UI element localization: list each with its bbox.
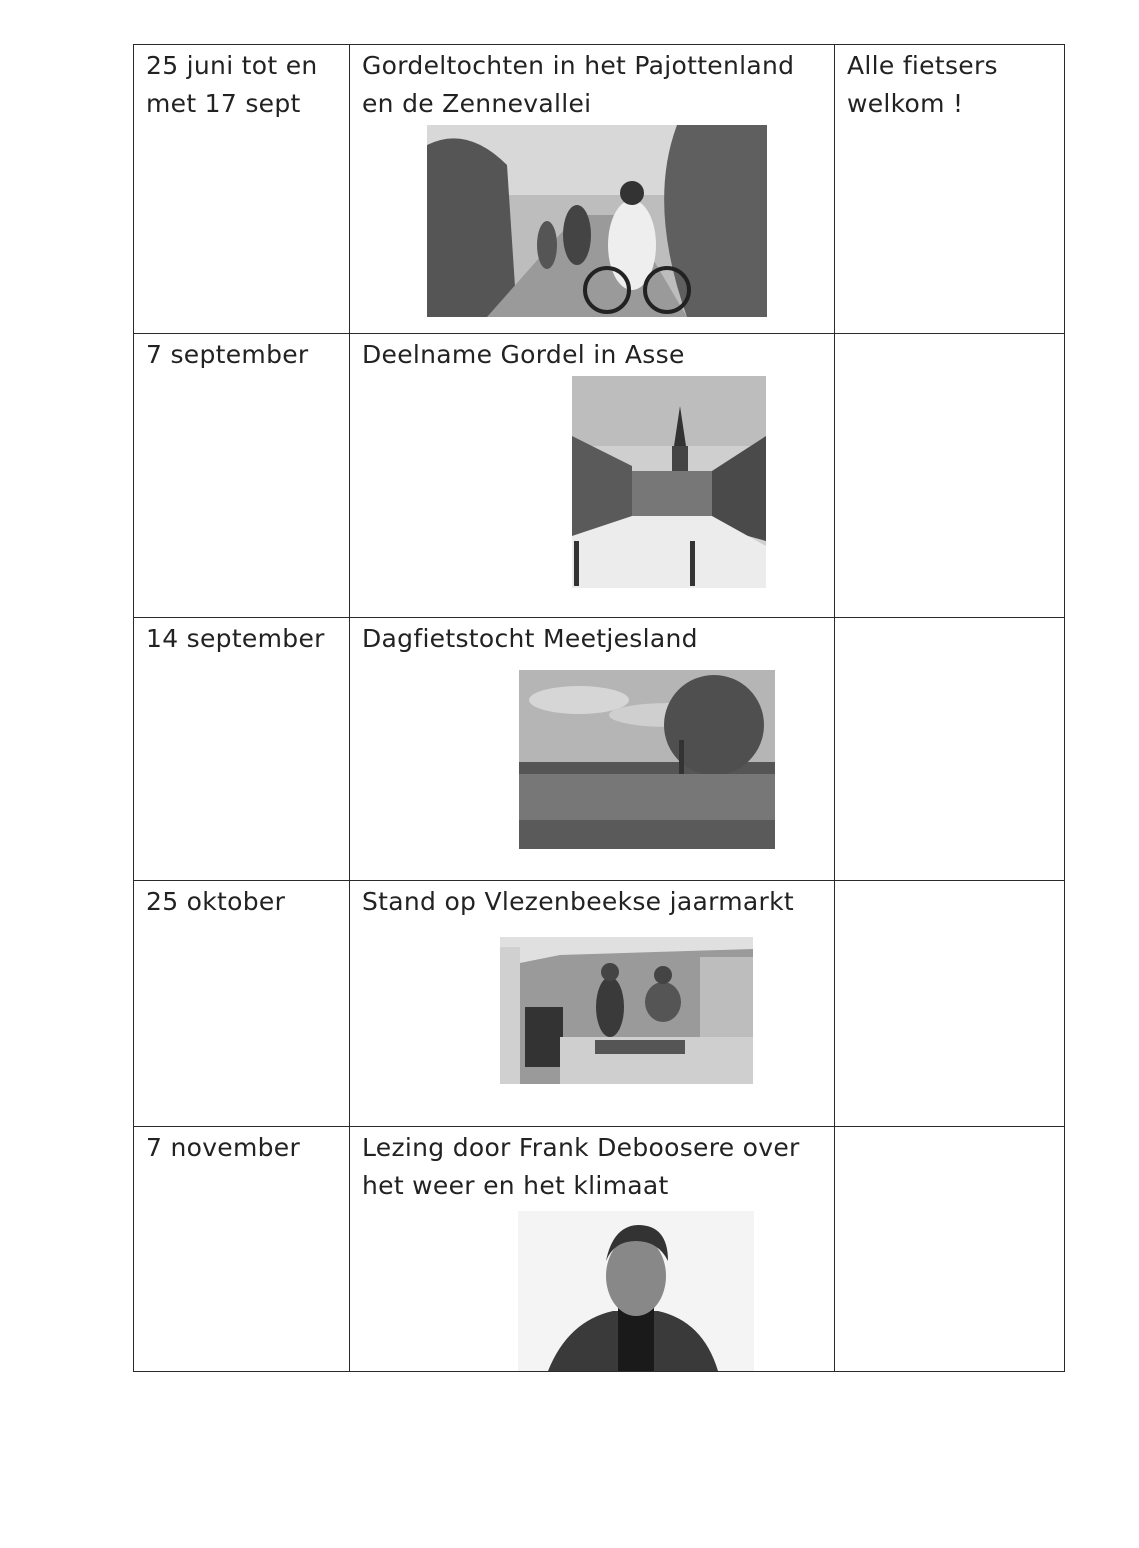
date-cell bbox=[134, 334, 350, 618]
event-title: Gordeltochten in het Pajottenland en de Zennevallei bbox=[362, 51, 795, 118]
event-title: Deelname Gordel in Asse bbox=[362, 340, 685, 369]
event-note bbox=[835, 881, 1064, 883]
event-date: 25 juni tot en met 17 sept bbox=[146, 51, 318, 118]
table-row bbox=[134, 45, 1065, 334]
event-title: Lezing door Frank Deboosere over het weer en het klimaat bbox=[362, 1133, 800, 1200]
date-cell bbox=[134, 1127, 350, 1372]
event-date: 25 oktober bbox=[146, 887, 286, 916]
cyclists-photo bbox=[427, 125, 767, 317]
market-stand-photo bbox=[500, 937, 753, 1084]
event-title: Stand op Vlezenbeekse jaarmarkt bbox=[362, 887, 794, 916]
event-date: 7 november bbox=[146, 1133, 301, 1162]
note-cell bbox=[835, 881, 1065, 1127]
event-cell bbox=[350, 881, 835, 1127]
note-cell bbox=[835, 334, 1065, 618]
event-title: Dagfietstocht Meetjesland bbox=[362, 624, 698, 653]
table-row bbox=[134, 618, 1065, 881]
event-note: Alle fietsers welkom ! bbox=[847, 51, 998, 118]
landscape-photo bbox=[519, 670, 775, 849]
note-cell bbox=[835, 1127, 1065, 1372]
town-square-photo bbox=[572, 376, 766, 588]
note-cell bbox=[835, 618, 1065, 881]
note-cell bbox=[835, 45, 1065, 334]
table-row bbox=[134, 334, 1065, 618]
event-schedule-table bbox=[133, 44, 1065, 1372]
event-note bbox=[835, 618, 1064, 620]
event-date: 7 september bbox=[146, 340, 309, 369]
date-cell bbox=[134, 45, 350, 334]
event-note bbox=[835, 334, 1064, 336]
event-note bbox=[835, 1127, 1064, 1129]
event-cell bbox=[350, 618, 835, 881]
portrait-photo bbox=[518, 1211, 754, 1371]
event-cell bbox=[350, 45, 835, 334]
table-row bbox=[134, 881, 1065, 1127]
event-date: 14 september bbox=[146, 624, 325, 653]
event-cell bbox=[350, 334, 835, 618]
date-cell bbox=[134, 618, 350, 881]
table-row bbox=[134, 1127, 1065, 1372]
event-cell bbox=[350, 1127, 835, 1372]
date-cell bbox=[134, 881, 350, 1127]
